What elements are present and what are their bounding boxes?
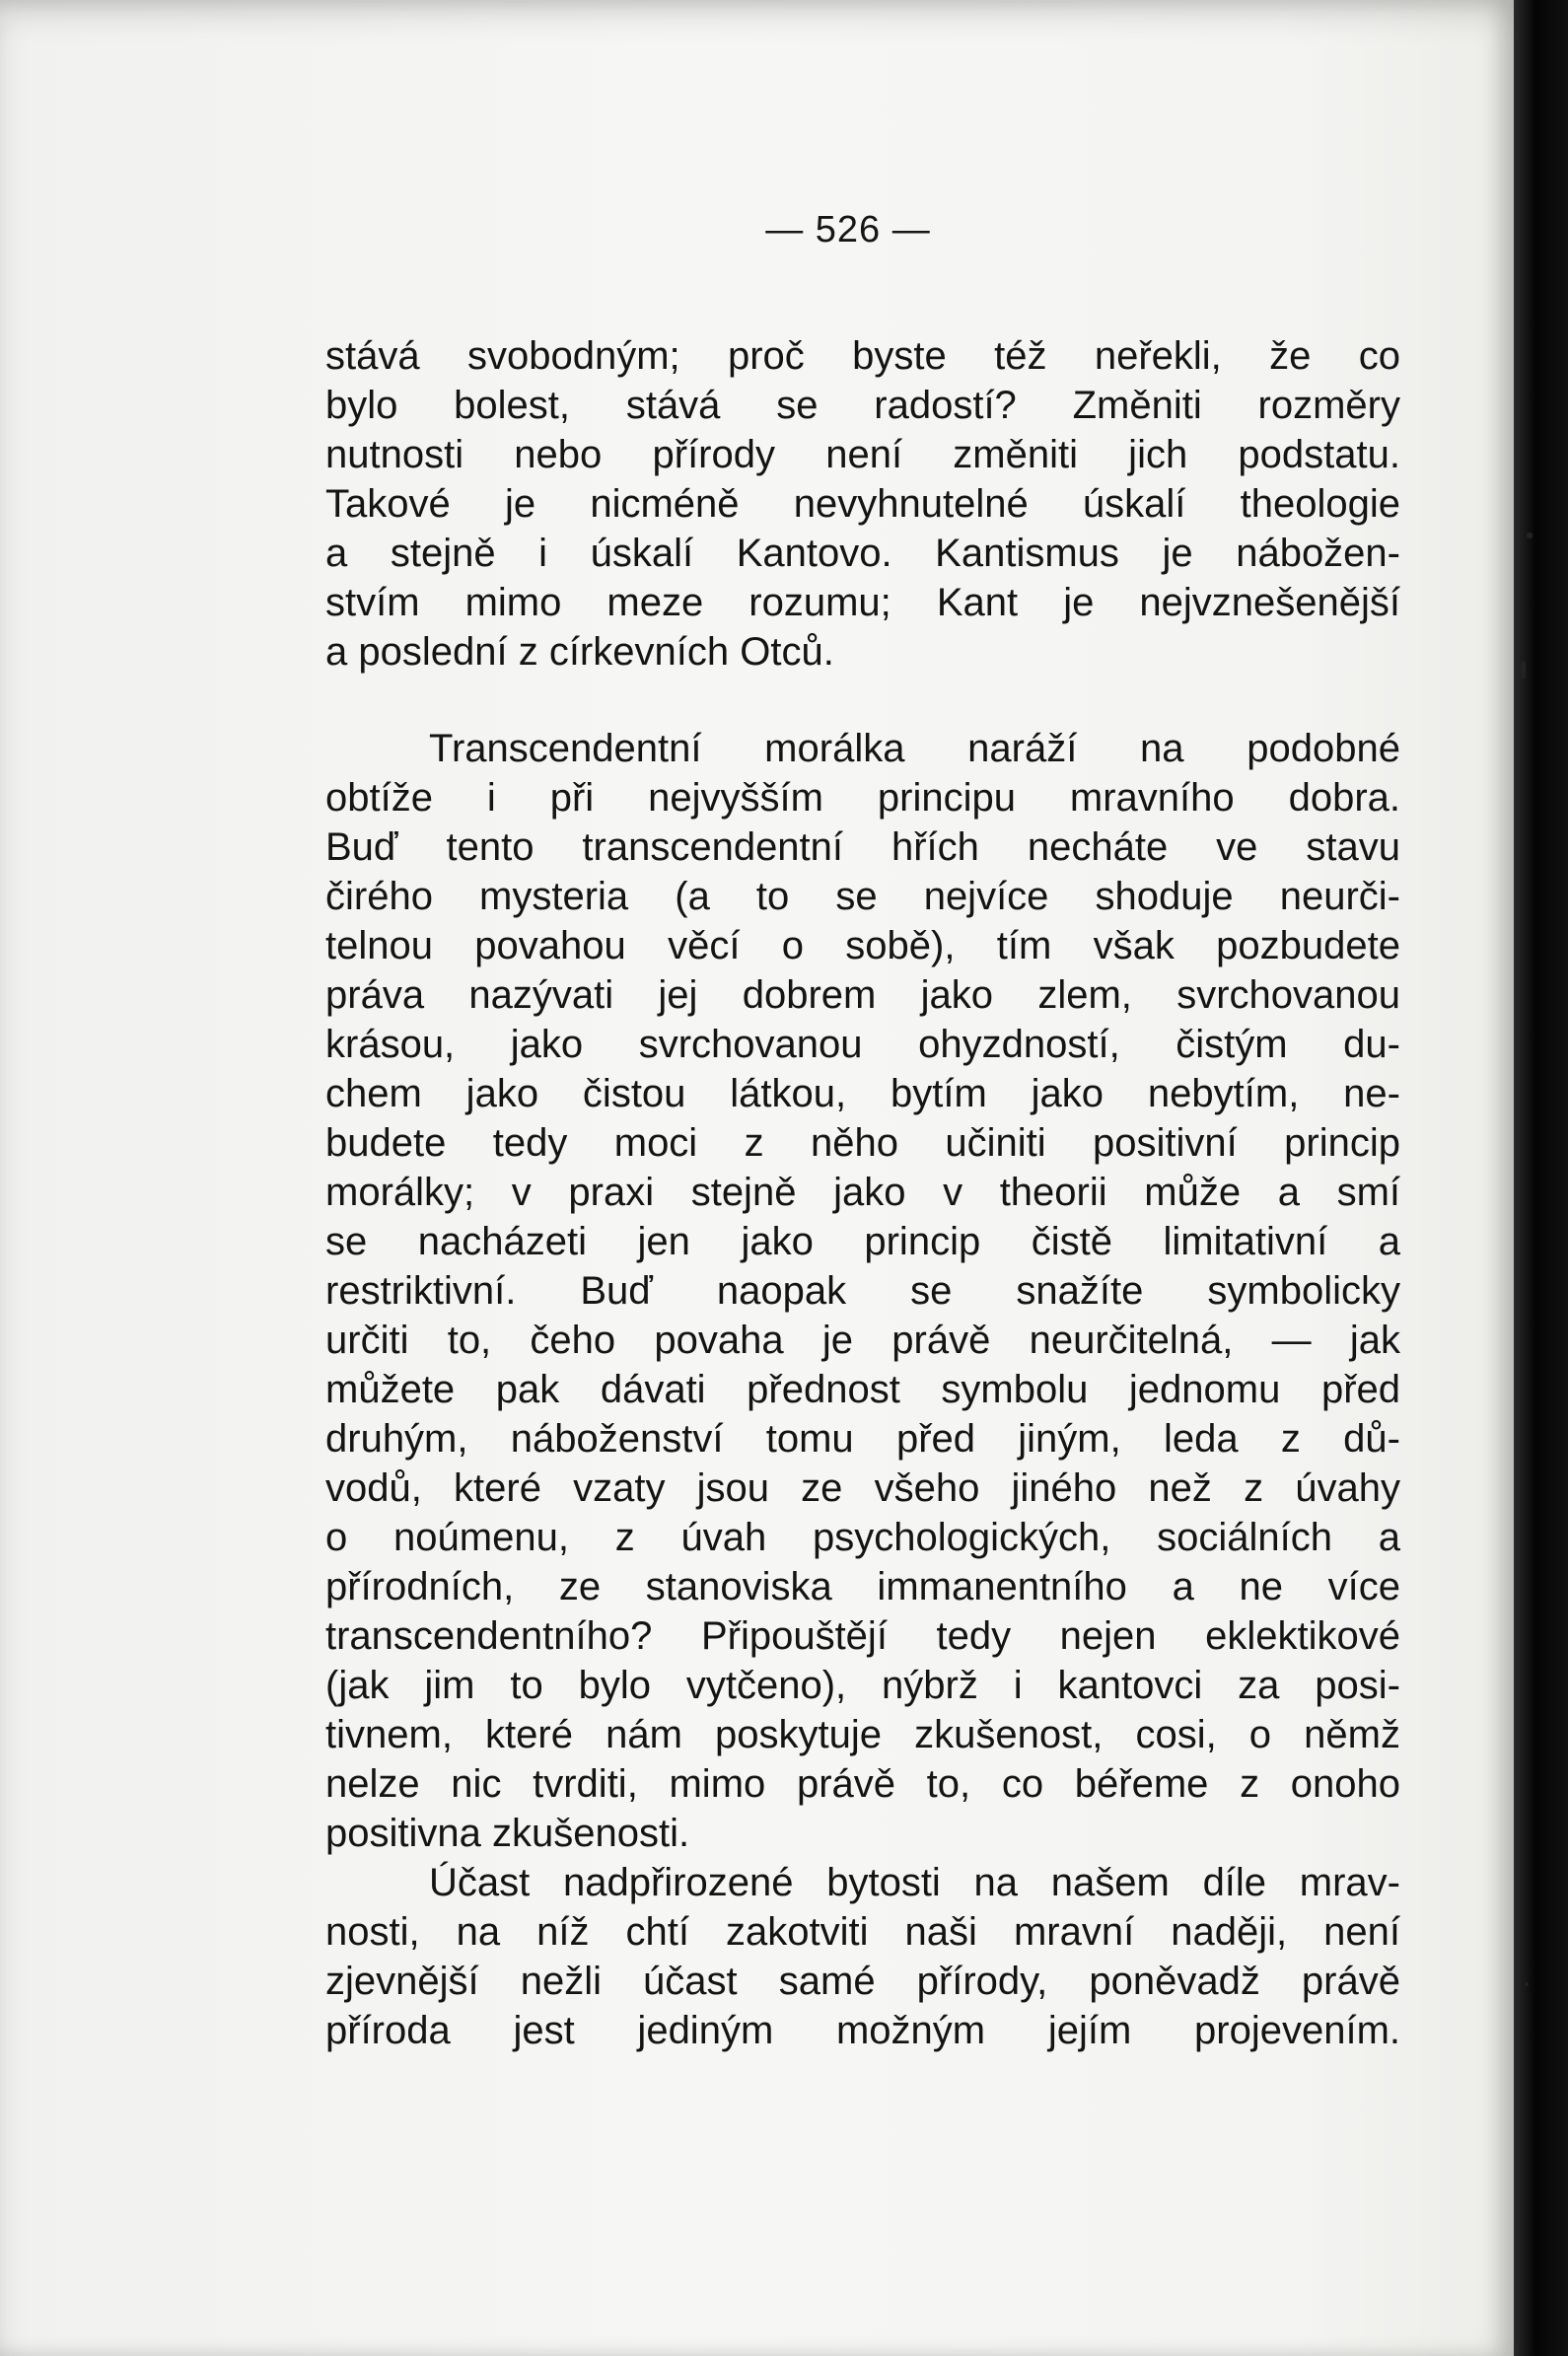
text-line: krásou, jako svrchovanou ohyzdností, čistým du-	[325, 1023, 1400, 1066]
text-line: transcendentního? Připouštějí tedy nejen eklektikové	[325, 1614, 1400, 1658]
text-line: nelze nic tvrditi, mimo právě to, co béřeme z onoho	[325, 1762, 1400, 1806]
text-line: Takové je nicméně nevyhnutelné úskalí theologie	[325, 482, 1400, 526]
text-line: se nacházeti jen jako princip čistě limitativní a	[325, 1220, 1400, 1263]
text-line: morálky; v praxi stejně jako v theorii může a smí	[325, 1171, 1400, 1214]
text-line: positivna zkušenosti.	[325, 1812, 690, 1855]
text-line: vodů, které vzaty jsou ze všeho jiného než z úvahy	[325, 1466, 1400, 1510]
text-line: druhým, náboženství tomu před jiným, leda z dů-	[325, 1417, 1400, 1461]
text-line: bylo bolest, stává se radostí? Změniti rozměry	[325, 384, 1400, 427]
text-line: chem jako čistou látkou, bytím jako nebytím, ne-	[325, 1072, 1400, 1115]
text-line: nosti, na níž chtí zakotviti naši mravní naději, není	[325, 1910, 1400, 1954]
body-text	[325, 331, 1400, 2055]
text-line: nutnosti nebo přírody není změniti jich podstatu.	[325, 433, 1400, 476]
text-line: určiti to, čeho povaha je právě neurčitelná, — jak	[325, 1319, 1400, 1362]
text-line: budete tedy moci z něho učiniti positivní princip	[325, 1121, 1400, 1165]
text-line: a poslední z církevních Otců.	[325, 630, 834, 674]
text-line: restriktivní. Buď naopak se snažíte symbolicky	[325, 1269, 1400, 1313]
text-line: stává svobodným; proč byste též neřekli, že co	[325, 334, 1400, 378]
text-line: přírodních, ze stanoviska immanentního a ne více	[325, 1565, 1400, 1608]
text-line: obtíže i při nejvyšším principu mravního dobra.	[325, 776, 1400, 820]
scan-speck	[1525, 1982, 1529, 1986]
text-line: (jak jim to bylo vytčeno), nýbrž i kantovci za posi-	[325, 1664, 1400, 1707]
text-line: stvím mimo meze rozumu; Kant je nejvznešenější	[325, 581, 1400, 624]
text-line: o noúmenu, z úvah psychologických, sociálních a	[325, 1516, 1400, 1559]
binding-gutter	[1514, 0, 1568, 2356]
page-number: — 526 —	[765, 209, 931, 250]
text-line: Transcendentní morálka naráží na podobné	[429, 727, 1400, 770]
paragraph-gap	[325, 677, 1400, 724]
scan-speck	[1521, 661, 1526, 678]
text-line: práva nazývati jej dobrem jako zlem, svrchovanou	[325, 973, 1400, 1017]
text-line: Účast nadpřirozené bytosti na našem díle mrav-	[429, 1861, 1400, 1904]
text-line: telnou povahou věcí o sobě), tím však pozbudete	[325, 924, 1400, 967]
text-line: a stejně i úskalí Kantovo. Kantismus je nábožen-	[325, 532, 1400, 575]
text-line: tivnem, které nám poskytuje zkušenost, cosi, o němž	[325, 1713, 1400, 1756]
scan-speck	[1527, 533, 1532, 538]
text-line: čirého mysteria (a to se nejvíce shoduje neurči-	[325, 875, 1400, 918]
text-line: Buď tento transcendentní hřích necháte ve stavu	[325, 825, 1400, 869]
text-line: příroda jest jediným možným jejím projevením.	[325, 2009, 1400, 2052]
text-line: zjevnější nežli účast samé přírody, poněvadž právě	[325, 1960, 1400, 2003]
text-line: můžete pak dávati přednost symbolu jednomu před	[325, 1368, 1400, 1411]
